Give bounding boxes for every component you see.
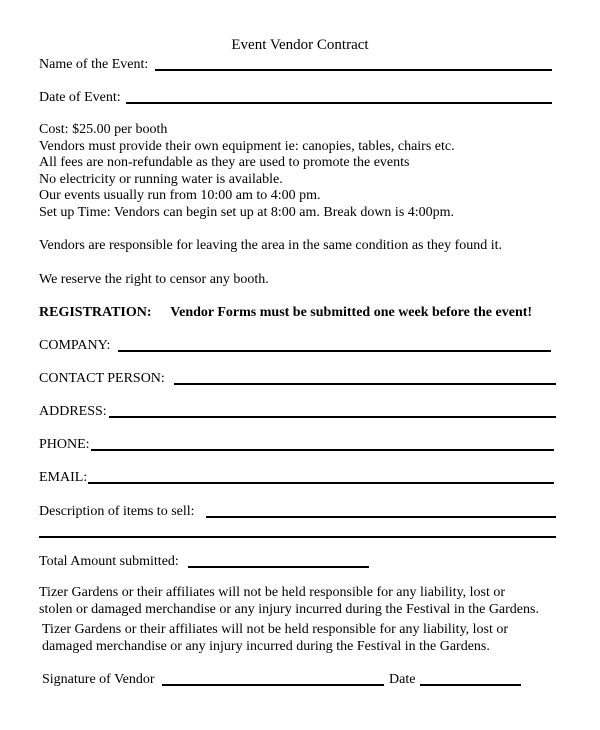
total-line[interactable] bbox=[188, 566, 369, 568]
signature-line[interactable] bbox=[162, 684, 384, 686]
info-list bbox=[39, 122, 455, 221]
registration-heading bbox=[39, 304, 532, 321]
signature-date-line[interactable] bbox=[420, 684, 521, 686]
disclaimer-2-line-2: damaged merchandise or any injury incurred during the Festival in the Gardens. bbox=[42, 638, 490, 654]
info-fees: All fees are non-refundable as they are used to promote the events bbox=[39, 155, 410, 170]
info-setup: Set up Time: Vendors can begin set up at 8:00 am. Break down is 4:00pm. bbox=[39, 204, 455, 220]
registration-label: REGISTRATION: bbox=[39, 305, 152, 320]
censor-text: We reserve the right to censor any booth. bbox=[39, 272, 269, 287]
date-label: Date bbox=[389, 672, 416, 687]
event-name-label: Name of the Event: bbox=[39, 57, 149, 72]
email-label: EMAIL: bbox=[39, 470, 88, 485]
items-line-2[interactable] bbox=[39, 536, 556, 538]
items-line[interactable] bbox=[206, 516, 556, 518]
disclaimer-1 bbox=[39, 585, 539, 618]
contact-label: CONTACT PERSON: bbox=[39, 371, 165, 386]
address-line[interactable] bbox=[109, 416, 556, 418]
event-date-line[interactable] bbox=[126, 102, 552, 104]
registration-note: Vendor Forms must be submitted one week before the event! bbox=[170, 305, 533, 320]
phone-label: PHONE: bbox=[39, 437, 90, 452]
items-label: Description of items to sell: bbox=[39, 504, 195, 519]
info-equipment: Vendors must provide their own equipment ie: canopies, tables, chairs etc. bbox=[39, 138, 455, 154]
page-title: Event Vendor Contract bbox=[231, 37, 369, 53]
phone-line[interactable] bbox=[91, 449, 554, 451]
company-label: COMPANY: bbox=[39, 338, 111, 353]
company-line[interactable] bbox=[118, 350, 551, 352]
event-name-line[interactable] bbox=[155, 69, 552, 71]
disclaimer-1-line-1: Tizer Gardens or their affiliates will not be held responsible for any liability, lost or bbox=[39, 585, 506, 600]
email-line[interactable] bbox=[88, 482, 554, 484]
total-label: Total Amount submitted: bbox=[39, 554, 179, 569]
event-date-label: Date of Event: bbox=[39, 90, 121, 105]
info-electricity: No electricity or running water is available. bbox=[39, 171, 283, 187]
disclaimer-1-line-2: stolen or damaged merchandise or any injury incurred during the Festival in the Gardens. bbox=[39, 601, 539, 617]
disclaimer-2-line-1: Tizer Gardens or their affiliates will not be held responsible for any liability, lost or bbox=[42, 622, 509, 637]
info-cost: Cost: $25.00 per booth bbox=[39, 122, 168, 137]
info-hours: Our events usually run from 10:00 am to 4:00 pm. bbox=[39, 188, 321, 203]
contact-line[interactable] bbox=[174, 383, 556, 385]
responsibility-text: Vendors are responsible for leaving the area in the same condition as they found it. bbox=[39, 238, 503, 253]
signature-label: Signature of Vendor bbox=[42, 672, 155, 687]
address-label: ADDRESS: bbox=[39, 404, 107, 419]
disclaimer-2 bbox=[42, 622, 508, 655]
